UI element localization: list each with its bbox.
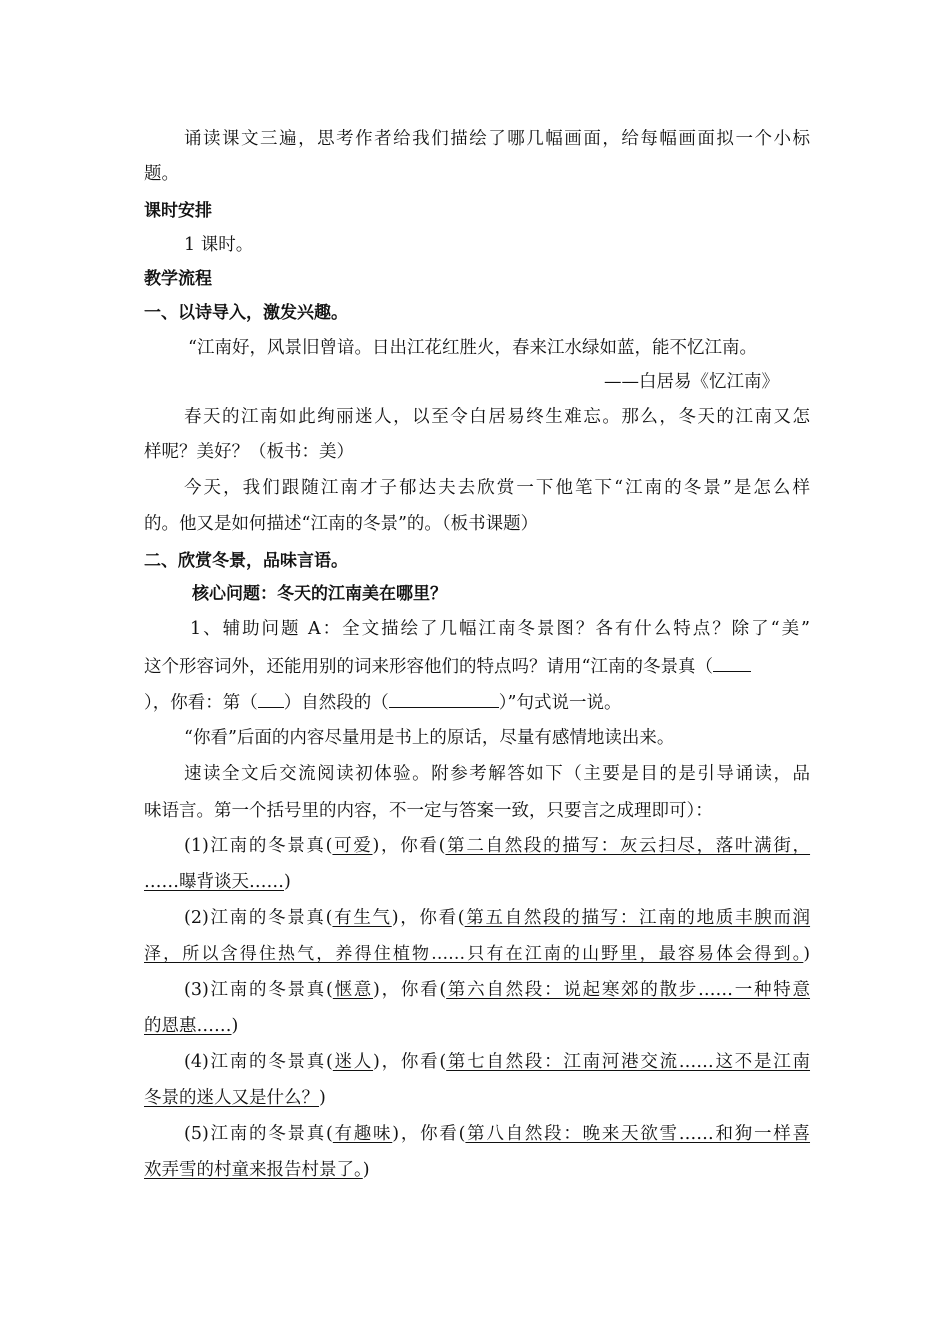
answer-adjective: 有生气 [332,908,392,928]
aux-line3-part-c: ）”句式说一说。 [498,693,622,713]
intro-line-2: 题。 [144,164,179,184]
answer-adjective: 有趣味 [332,1124,393,1144]
paragraph2-line1: 今天，我们跟随江南才子郁达夫去欣赏一下他笔下“江南的冬景”是怎么样 [184,478,810,498]
answer-description: 第八自然段：晚来天欲雪……和狗一样喜 [465,1124,811,1144]
answer-close: ) [803,944,810,964]
answer-mid: )，你看( [392,1124,466,1144]
answer-prefix: 江南的冬景真( [208,980,333,1000]
answer-3-line1 [184,979,810,1001]
answer-number: (4) [184,1052,209,1072]
answer-close: ) [231,1016,239,1036]
answer-4-line2 [144,1087,810,1109]
aux-line3-part-b: ）自然段的（ [283,693,389,713]
answer-4-line1 [184,1051,810,1073]
reference-line2: 味语言。第一个括号里的内容，不一定与答案一致，只要言之成理即可）： [144,801,713,821]
aux-line3-part-a: ），你看：第（ [144,693,258,713]
answer-5-line2 [144,1159,810,1181]
answer-close: ) [362,1160,370,1180]
blank-content [389,690,499,708]
answer-description-cont: 泽，所以含得住热气，养得住植物……只有在江南的山野里，最容易体会得到。 [144,944,804,964]
answer-description-cont: ……曝背谈天…… [144,872,284,892]
flow-heading: 教学流程 [144,269,212,289]
paragraph1-line1: 春天的江南如此绚丽迷人，以至令白居易终生难忘。那么，冬天的江南又怎 [184,407,810,427]
answer-adjective: 可爱 [332,836,373,856]
schedule-heading: 课时安排 [144,201,212,221]
core-question: 核心问题：冬天的江南美在哪里？ [192,584,447,604]
aux-question-line1: 1、辅助问题 A：全文描绘了几幅江南冬景图？各有什么特点？除了“美” [190,619,810,639]
answer-description-cont: 欢弄雪的村童来报告村景了。 [144,1160,363,1180]
paragraph1-line2: 样呢？美好？（板书：美） [144,442,354,462]
answer-prefix: 江南的冬景真( [208,908,333,928]
answer-mid: )，你看( [373,1052,447,1072]
answer-2-line2 [144,943,810,965]
blank-paragraph-number [258,690,284,708]
answer-mid: )，你看( [391,908,465,928]
paragraph2-line2: 的。他又是如何描述“江南的冬景”的。（板书课题） [144,514,539,534]
intro-line-1: 诵读课文三遍，思考作者给我们描绘了哪几幅画面，给每幅画面拟一个小标 [184,129,810,149]
answer-prefix: 江南的冬景真( [208,836,333,856]
aux-question-line2-text: 这个形容词外，还能用别的词来形容他们的特点吗？请用“江南的冬景真（ [144,657,713,677]
aux-question-line2 [144,654,810,678]
answer-mid: )，你看( [373,980,447,1000]
reading-hint: “你看”后面的内容尽量用是书上的原话，尽量有感情地读出来。 [184,728,675,748]
answer-mid: )，你看( [372,836,446,856]
answer-1-line1 [184,835,810,857]
schedule-text: 1 课时。 [184,235,254,255]
answer-description: 第二自然段的描写：灰云扫尽，落叶满街， [445,836,811,856]
answer-3-line2 [144,1015,810,1037]
answer-prefix: 江南的冬景真( [208,1124,333,1144]
answer-close: ) [284,872,291,892]
answer-description: 第五自然段的描写：江南的地质丰腴而润 [464,908,811,928]
part1-heading: 一、以诗导入，激发兴趣。 [144,303,348,323]
blank-adjective [713,654,751,672]
answer-description: 第六自然段：说起寒郊的散步……一种特意 [446,980,811,1000]
part2-heading: 二、欣赏冬景，品味言语。 [144,551,348,571]
answer-number: (1) [184,836,209,856]
answer-number: (2) [184,908,209,928]
answer-close: ) [319,1088,326,1108]
answer-2-line1 [184,907,810,929]
answer-description-cont: 冬景的迷人又是什么？ [144,1088,319,1108]
answer-description: 第七自然段：江南河港交流……这不是江南 [446,1052,811,1072]
answer-5-line1 [184,1123,810,1145]
reference-line1: 速读全文后交流阅读初体验。附参考解答如下（主要是目的是引导诵读，品 [184,764,810,784]
answer-1-line2 [144,871,810,893]
answer-description-cont: 的恩惠…… [144,1016,232,1036]
poem-attribution: ——白居易《忆江南》 [604,372,779,392]
answer-number: (3) [184,980,209,1000]
answer-prefix: 江南的冬景真( [208,1052,333,1072]
aux-question-line3 [144,690,810,714]
answer-number: (5) [184,1124,209,1144]
poem-quote: “江南好，风景旧曾谙。日出江花红胜火，春来江水绿如蓝，能不忆江南。 [188,338,757,358]
answer-adjective: 迷人 [332,1052,374,1072]
answer-adjective: 惬意 [332,980,374,1000]
